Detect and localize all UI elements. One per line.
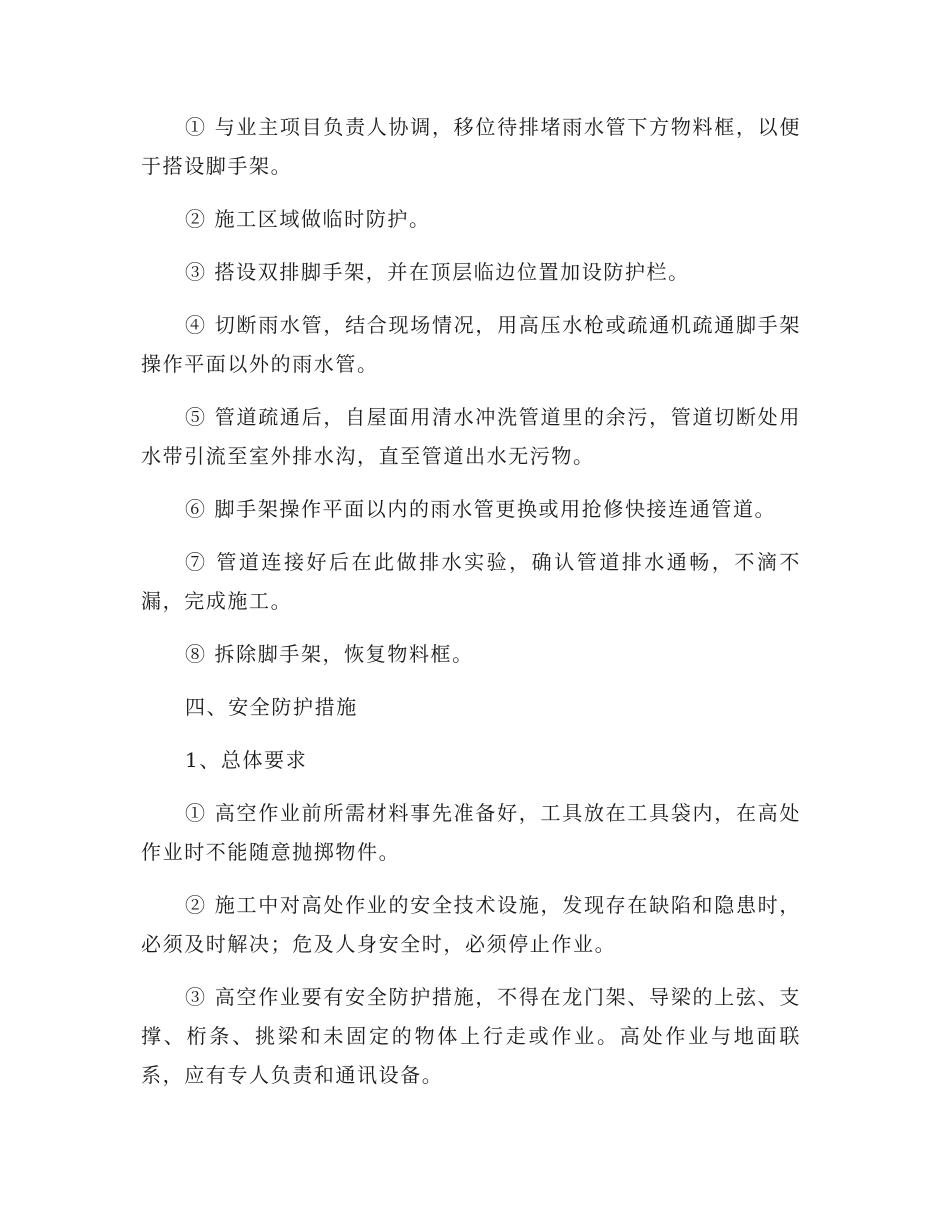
paragraph-step-2: ② 施工区域做临时防护。 — [185, 207, 431, 231]
paragraph-step-8: ⑧ 拆除脚手架，恢复物料框。 — [185, 642, 474, 666]
paragraph-step-5: ⑤ 管道疏通后，自屋面用清水冲洗管道里的余污，管道切断处用水带引流至室外排水沟，直至管道出水无污物。 — [141, 405, 801, 468]
section-heading-safety: 四、安全防护措施 — [185, 695, 358, 719]
document-body — [141, 108, 801, 1109]
paragraph-step-3: ③ 搭设双排脚手架，并在顶层临边位置加设防护栏。 — [185, 260, 690, 284]
paragraph-safety-2: ② 施工中对高处作业的安全技术设施，发现存在缺陷和隐患时，必须及时解决；危及人身安全时，必须停止作业。 — [141, 893, 801, 956]
paragraph-step-1: ① 与业主项目负责人协调，移位待排堵雨水管下方物料框，以便于搭设脚手架。 — [141, 115, 801, 178]
paragraph-step-7: ⑦ 管道连接好后在此做排水实验，确认管道排水通畅，不滴不漏，完成施工。 — [141, 550, 801, 613]
paragraph-safety-3: ③ 高空作业要有安全防护措施，不得在龙门架、导梁的上弦、支撑、桁条、挑梁和未固定的物体上行走或作业。高处作业与地面联系，应有专人负责和通讯设备。 — [141, 985, 801, 1087]
paragraph-safety-1: ① 高空作业前所需材料事先准备好，工具放在工具袋内，在高处作业时不能随意抛掷物件。 — [141, 801, 801, 864]
paragraph-step-6: ⑥ 脚手架操作平面以内的雨水管更换或用抢修快接连通管道。 — [185, 497, 777, 521]
subsection-heading-general: 1、总体要求 — [185, 748, 308, 772]
paragraph-step-4: ④ 切断雨水管，结合现场情况，用高压水枪或疏通机疏通脚手架操作平面以外的雨水管。 — [141, 313, 801, 376]
